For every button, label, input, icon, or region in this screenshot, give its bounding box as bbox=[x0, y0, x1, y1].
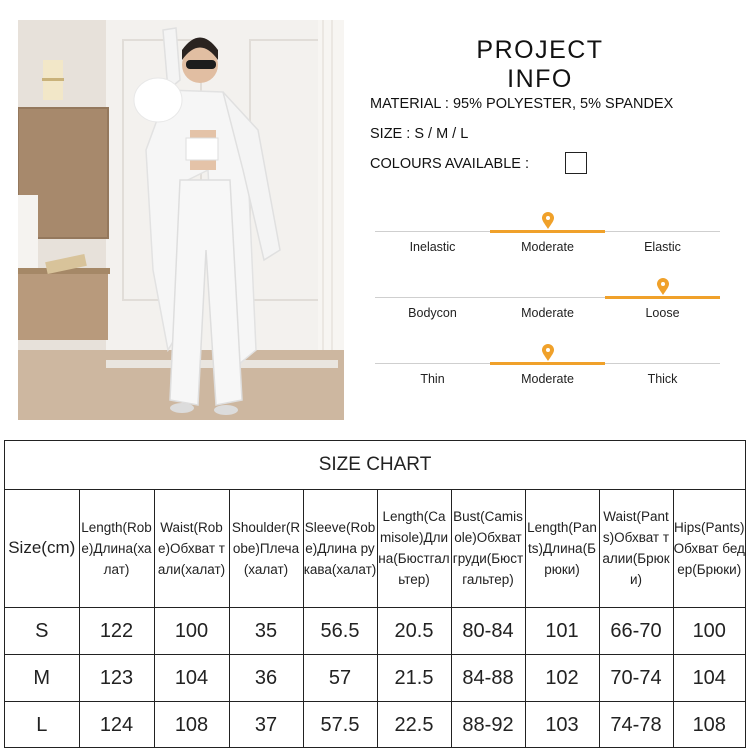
table-cell: 36 bbox=[229, 655, 303, 702]
size-chart-title: SIZE CHART bbox=[5, 441, 745, 490]
scale-label: Inelastic bbox=[409, 240, 456, 254]
header-pants-waist: Waist(Pants)Обхват талии(Брюки) bbox=[599, 489, 673, 608]
table-cell: M bbox=[5, 655, 79, 702]
table-cell: S bbox=[5, 608, 79, 655]
size-chart-table bbox=[5, 489, 745, 748]
header-pants-length: Length(Pants)Длина(Брюки) bbox=[525, 489, 599, 608]
scale-selected-bar bbox=[605, 296, 720, 299]
table-cell: 21.5 bbox=[377, 655, 451, 702]
table-cell: 100 bbox=[154, 608, 229, 655]
table-cell: 84-88 bbox=[451, 655, 525, 702]
thickness-scale bbox=[375, 344, 720, 404]
table-cell: 100 bbox=[673, 608, 745, 655]
header-pants-hips: Hips(Pants)Обхват бедер(Брюки) bbox=[673, 489, 745, 608]
size-chart-header-row bbox=[5, 489, 745, 608]
table-cell: 70-74 bbox=[599, 655, 673, 702]
table-cell: 108 bbox=[673, 702, 745, 749]
table-cell: L bbox=[5, 702, 79, 749]
location-pin-icon bbox=[656, 278, 670, 296]
table-row bbox=[5, 702, 745, 749]
table-cell: 22.5 bbox=[377, 702, 451, 749]
fit-scale bbox=[375, 278, 720, 338]
table-cell: 37 bbox=[229, 702, 303, 749]
size-text: SIZE : S / M / L bbox=[370, 126, 469, 142]
table-cell: 66-70 bbox=[599, 608, 673, 655]
header-size: Size(cm) bbox=[5, 489, 79, 608]
project-info-title: PROJECT INFO bbox=[476, 36, 604, 93]
size-chart bbox=[4, 440, 746, 748]
scale-label: Bodycon bbox=[408, 306, 457, 320]
table-cell: 57 bbox=[303, 655, 377, 702]
scale-label: Elastic bbox=[644, 240, 681, 254]
header-robe-sleeve: Sleeve(Robe)Длина рукава(халат) bbox=[303, 489, 377, 608]
scale-label: Moderate bbox=[521, 372, 574, 386]
table-cell: 122 bbox=[79, 608, 154, 655]
location-pin-icon bbox=[541, 212, 555, 230]
scale-selected-bar bbox=[490, 230, 605, 233]
table-cell: 103 bbox=[525, 702, 599, 749]
scale-label: Thick bbox=[647, 372, 678, 386]
table-cell: 80-84 bbox=[451, 608, 525, 655]
table-cell: 102 bbox=[525, 655, 599, 702]
table-cell: 74-78 bbox=[599, 702, 673, 749]
scale-label: Moderate bbox=[521, 240, 574, 254]
table-cell: 104 bbox=[673, 655, 745, 702]
material-text: MATERIAL : 95% POLYESTER, 5% SPANDEX bbox=[370, 96, 674, 112]
table-cell: 57.5 bbox=[303, 702, 377, 749]
table-cell: 56.5 bbox=[303, 608, 377, 655]
table-cell: 20.5 bbox=[377, 608, 451, 655]
table-row bbox=[5, 655, 745, 702]
table-cell: 123 bbox=[79, 655, 154, 702]
table-cell: 88-92 bbox=[451, 702, 525, 749]
table-cell: 124 bbox=[79, 702, 154, 749]
elasticity-scale bbox=[375, 212, 720, 272]
location-pin-icon bbox=[541, 344, 555, 362]
scale-label: Loose bbox=[645, 306, 680, 320]
scale-selected-bar bbox=[490, 362, 605, 365]
header-camisole-bust: Bust(Camisole)Обхват груди(Бюстгальтер) bbox=[451, 489, 525, 608]
table-cell: 104 bbox=[154, 655, 229, 702]
scale-label: Thin bbox=[420, 372, 445, 386]
table-cell: 108 bbox=[154, 702, 229, 749]
header-robe-length: Length(Robe)Длина(халат) bbox=[79, 489, 154, 608]
table-cell: 35 bbox=[229, 608, 303, 655]
colour-swatch-white[interactable] bbox=[565, 152, 587, 174]
table-cell: 101 bbox=[525, 608, 599, 655]
table-row bbox=[5, 608, 745, 655]
header-camisole-length: Length(Camisole)Длина(Бюстгальтер) bbox=[377, 489, 451, 608]
product-photo bbox=[18, 20, 344, 420]
colours-label: COLOURS AVAILABLE : bbox=[370, 156, 530, 172]
header-robe-shoulder: Shoulder(Robe)Плеча(халат) bbox=[229, 489, 303, 608]
header-robe-waist: Waist(Robe)Обхват тали(халат) bbox=[154, 489, 229, 608]
scale-label: Moderate bbox=[521, 306, 574, 320]
